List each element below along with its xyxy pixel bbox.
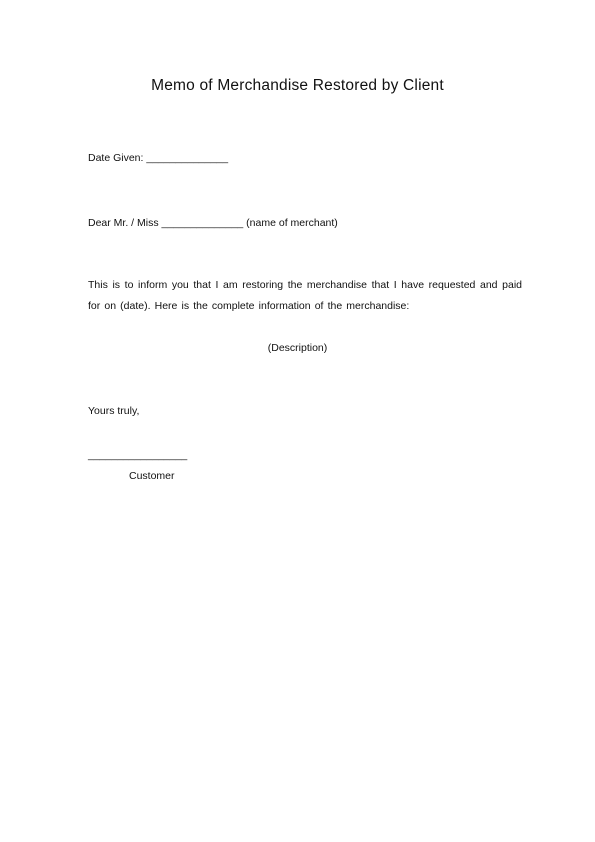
closing-line: Yours truly,	[88, 405, 140, 417]
body-paragraph: This is to inform you that I am restoring the merchandise that I have requested and paid for on (date). Here is the complete information of the merchandise:	[88, 279, 522, 312]
signature-line: _________________	[88, 449, 188, 461]
date-given-line: Date Given: ______________	[88, 152, 229, 164]
document-title: Memo of Merchandise Restored by Client	[151, 77, 444, 94]
signer-title: Customer	[129, 470, 175, 482]
description-placeholder: (Description)	[267, 342, 328, 354]
salutation-line: Dear Mr. / Miss ______________ (name of merchant)	[88, 217, 338, 229]
